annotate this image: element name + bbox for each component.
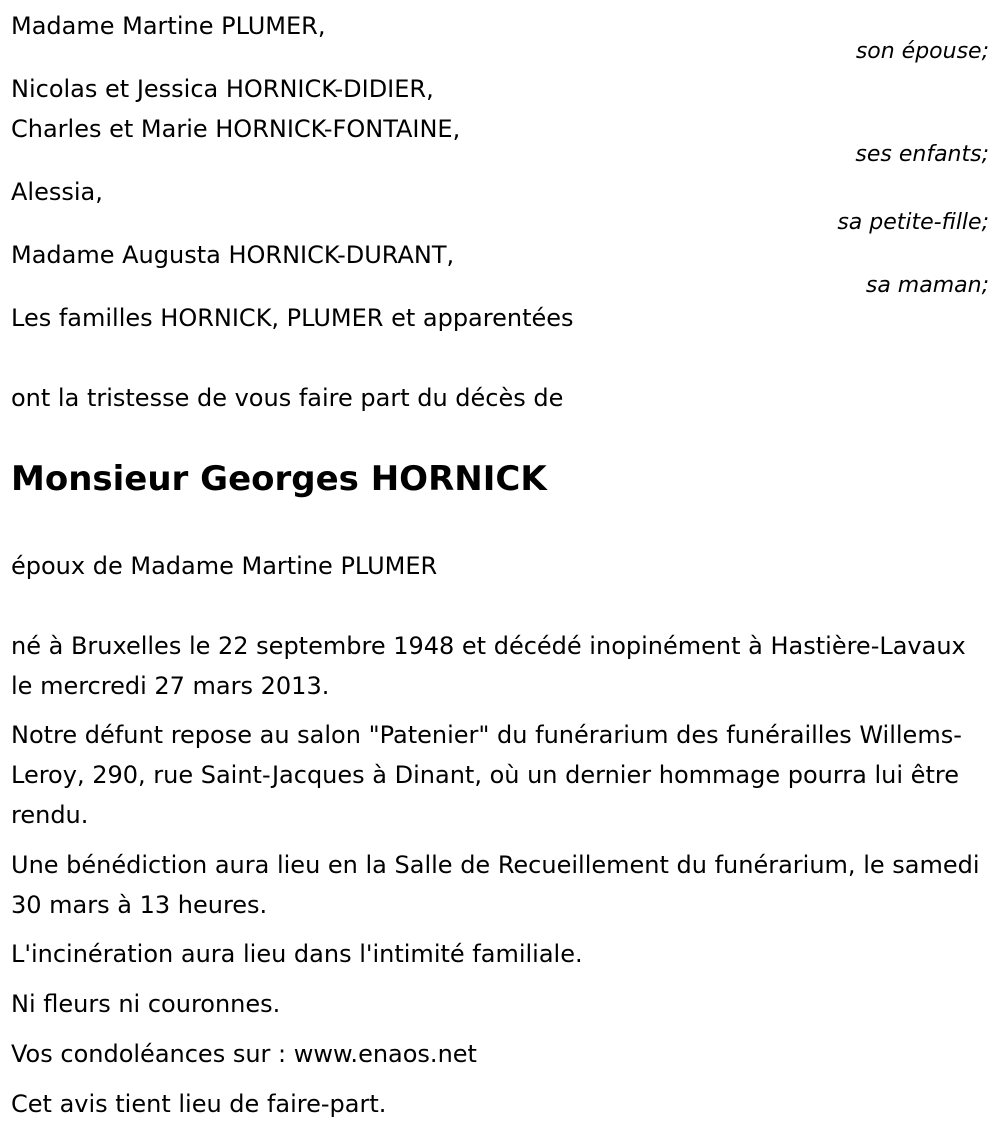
funeral-home-paragraph: Notre défunt repose au salon "Patenier" du funérarium des funérailles Willems-Leroy, 290, rue Saint-Jacques à Dinant, où un dernier hommage pourra lui être rendu.	[11, 721, 962, 829]
family-name-line: Nicolas et Jessica HORNICK-DIDIER,	[11, 75, 434, 103]
family-entry-granddaughter	[11, 172, 989, 237]
cremation-paragraph: L'incinération aura lieu dans l'intimité familiale.	[11, 940, 583, 968]
birth-death-paragraph: né à Bruxelles le 22 septembre 1948 et décédé inopinément à Hastière-Lavaux le mercredi 27 mars 2013.	[11, 632, 966, 700]
family-entry-children	[11, 69, 989, 169]
family-entry-families	[11, 298, 989, 338]
family-role: sa petite-fille;	[837, 210, 989, 235]
family-name-line: Charles et Marie HORNICK-FONTAINE,	[11, 115, 461, 143]
family-name-line: Alessia,	[11, 178, 103, 206]
family-name-line: Madame Martine PLUMER,	[11, 12, 326, 40]
deceased-name: Monsieur Georges HORNICK	[11, 459, 547, 499]
notice-paragraph: Cet avis tient lieu de faire-part.	[11, 1090, 387, 1118]
family-role: sa maman;	[865, 273, 989, 298]
spouse-line: époux de Madame Martine PLUMER	[11, 552, 438, 580]
family-role: ses enfants;	[855, 142, 989, 167]
family-name-line: Madame Augusta HORNICK-DURANT,	[11, 241, 455, 269]
announcement-line: ont la tristesse de vous faire part du décès de	[11, 384, 564, 412]
family-entry-mother	[11, 235, 989, 300]
no-flowers-paragraph: Ni fleurs ni couronnes.	[11, 990, 281, 1018]
family-name-line: Les familles HORNICK, PLUMER et apparentées	[11, 304, 574, 332]
family-role: son épouse;	[855, 39, 989, 64]
family-entry-spouse	[11, 6, 989, 66]
condolences-paragraph: Vos condoléances sur : www.enaos.net	[11, 1040, 477, 1068]
blessing-paragraph: Une bénédiction aura lieu en la Salle de Recueillement du funérarium, le samedi 30 mars à 13 heures.	[11, 851, 980, 919]
